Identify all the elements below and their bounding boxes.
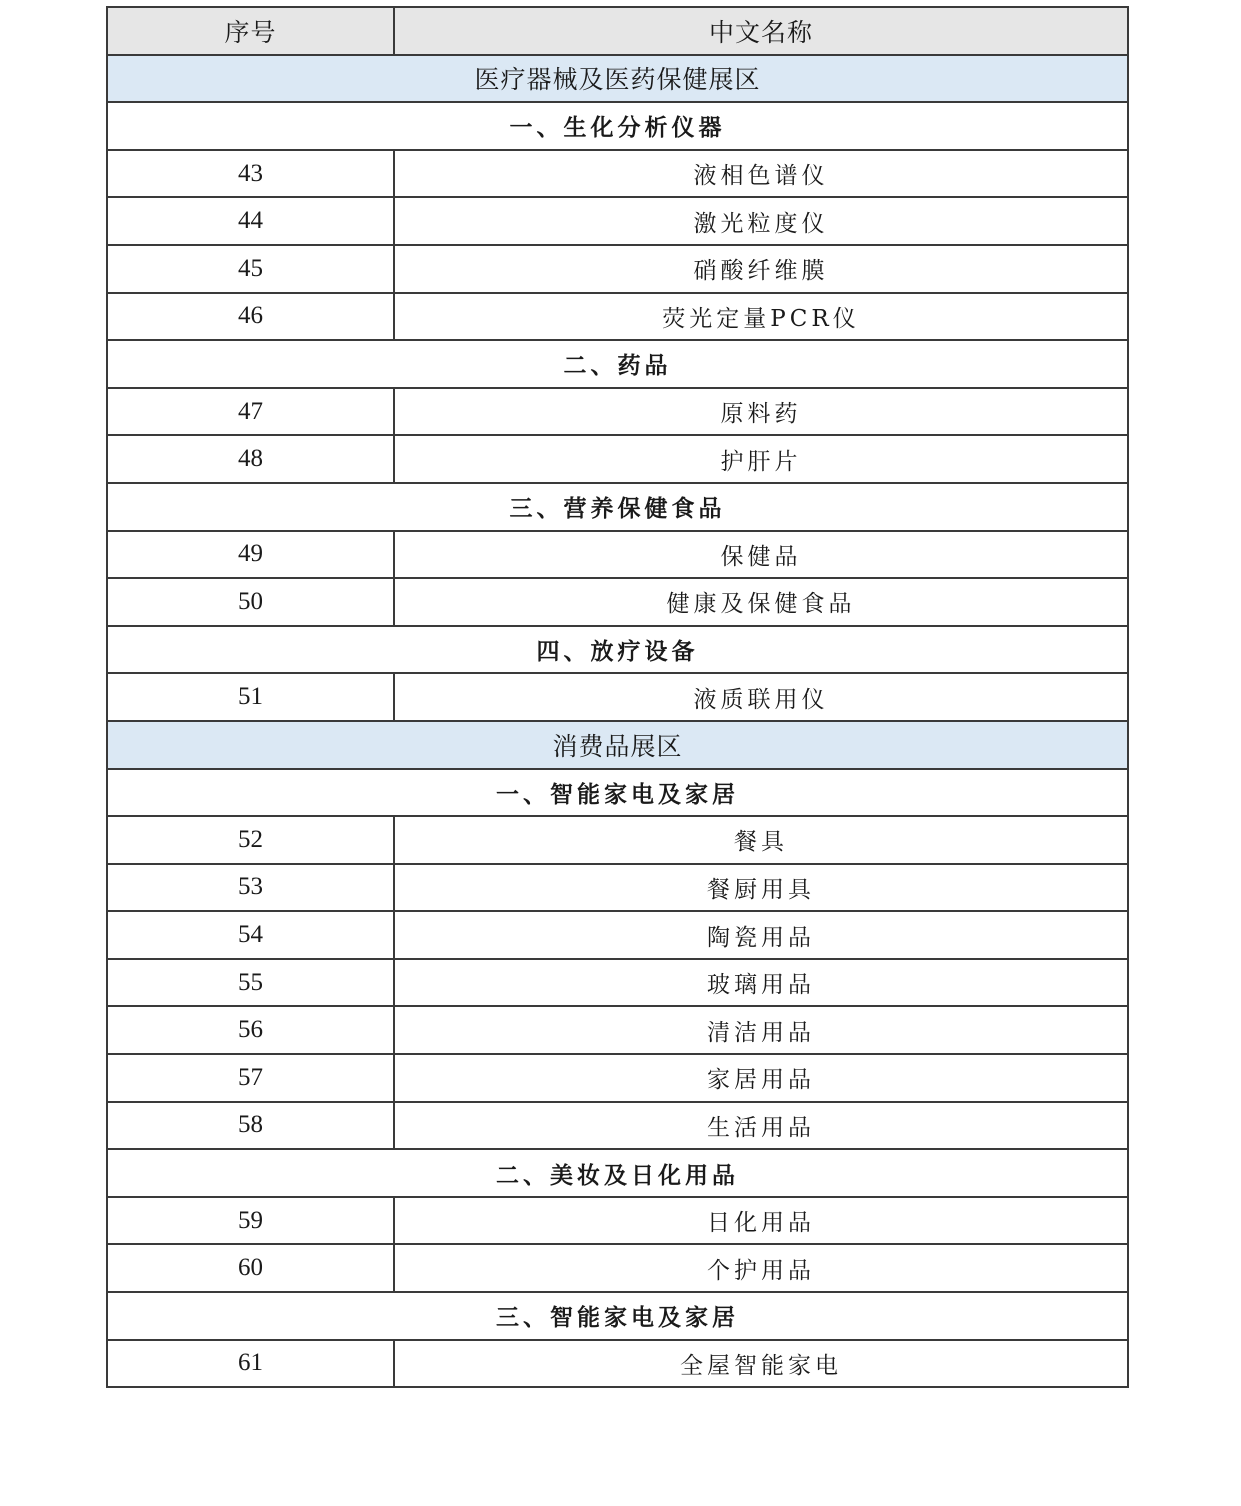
item-number: 58: [107, 1102, 394, 1150]
item-name: 全屋智能家电: [394, 1340, 1128, 1388]
item-name: 家居用品: [394, 1054, 1128, 1102]
item-number: 47: [107, 388, 394, 436]
item-name: 护肝片: [394, 435, 1128, 483]
category-title: 一、生化分析仪器: [107, 102, 1128, 150]
item-number: 55: [107, 959, 394, 1007]
category-header-row: [107, 1149, 1128, 1197]
item-number: 51: [107, 673, 394, 721]
table-row: [107, 864, 1128, 912]
item-number: 49: [107, 531, 394, 579]
item-number: 48: [107, 435, 394, 483]
category-header-row: [107, 769, 1128, 817]
table-row: [107, 959, 1128, 1007]
category-title: 一、智能家电及家居: [107, 769, 1128, 817]
table-row: [107, 1102, 1128, 1150]
zone-title: 消费品展区: [107, 721, 1128, 769]
item-number: 61: [107, 1340, 394, 1388]
category-title: 三、智能家电及家居: [107, 1292, 1128, 1340]
table-row: [107, 673, 1128, 721]
item-number: 44: [107, 197, 394, 245]
item-name: 原料药: [394, 388, 1128, 436]
item-number: 57: [107, 1054, 394, 1102]
item-name: 健康及保健食品: [394, 578, 1128, 626]
table-row: [107, 150, 1128, 198]
table-row: [107, 293, 1128, 341]
item-number: 46: [107, 293, 394, 341]
table-row: [107, 911, 1128, 959]
item-name: 保健品: [394, 531, 1128, 579]
item-name: 个护用品: [394, 1244, 1128, 1292]
table-row: [107, 1054, 1128, 1102]
item-name: 玻璃用品: [394, 959, 1128, 1007]
item-number: 56: [107, 1006, 394, 1054]
category-header-row: [107, 340, 1128, 388]
item-number: 50: [107, 578, 394, 626]
item-name: 硝酸纤维膜: [394, 245, 1128, 293]
category-title: 三、营养保健食品: [107, 483, 1128, 531]
item-name: 陶瓷用品: [394, 911, 1128, 959]
item-number: 52: [107, 816, 394, 864]
item-name: 荧光定量PCR仪: [394, 293, 1128, 341]
item-name: 液相色谱仪: [394, 150, 1128, 198]
table-row: [107, 388, 1128, 436]
category-header-row: [107, 626, 1128, 674]
category-title: 四、放疗设备: [107, 626, 1128, 674]
table-row: [107, 1197, 1128, 1245]
item-name: 清洁用品: [394, 1006, 1128, 1054]
table-row: [107, 1006, 1128, 1054]
table-row: [107, 1244, 1128, 1292]
item-number: 43: [107, 150, 394, 198]
category-title: 二、美妆及日化用品: [107, 1149, 1128, 1197]
item-name: 激光粒度仪: [394, 197, 1128, 245]
table-row: [107, 816, 1128, 864]
column-header-number: 序号: [107, 7, 394, 55]
column-header-name: 中文名称: [394, 7, 1128, 55]
item-name: 生活用品: [394, 1102, 1128, 1150]
table-row: [107, 1340, 1128, 1388]
category-title: 二、药品: [107, 340, 1128, 388]
zone-title: 医疗器械及医药保健展区: [107, 55, 1128, 103]
item-name: 液质联用仪: [394, 673, 1128, 721]
table-row: [107, 578, 1128, 626]
table-body: [107, 55, 1128, 1388]
zone-header-row: [107, 55, 1128, 103]
item-number: 54: [107, 911, 394, 959]
item-number: 59: [107, 1197, 394, 1245]
category-header-row: [107, 1292, 1128, 1340]
item-name: 日化用品: [394, 1197, 1128, 1245]
item-number: 45: [107, 245, 394, 293]
item-number: 60: [107, 1244, 394, 1292]
table-row: [107, 197, 1128, 245]
item-name: 餐厨用具: [394, 864, 1128, 912]
product-table: [106, 6, 1129, 1388]
item-name: 餐具: [394, 816, 1128, 864]
table-header-row: [107, 7, 1128, 55]
table-row: [107, 531, 1128, 579]
table-row: [107, 435, 1128, 483]
item-number: 53: [107, 864, 394, 912]
category-header-row: [107, 483, 1128, 531]
zone-header-row: [107, 721, 1128, 769]
table-row: [107, 245, 1128, 293]
category-header-row: [107, 102, 1128, 150]
